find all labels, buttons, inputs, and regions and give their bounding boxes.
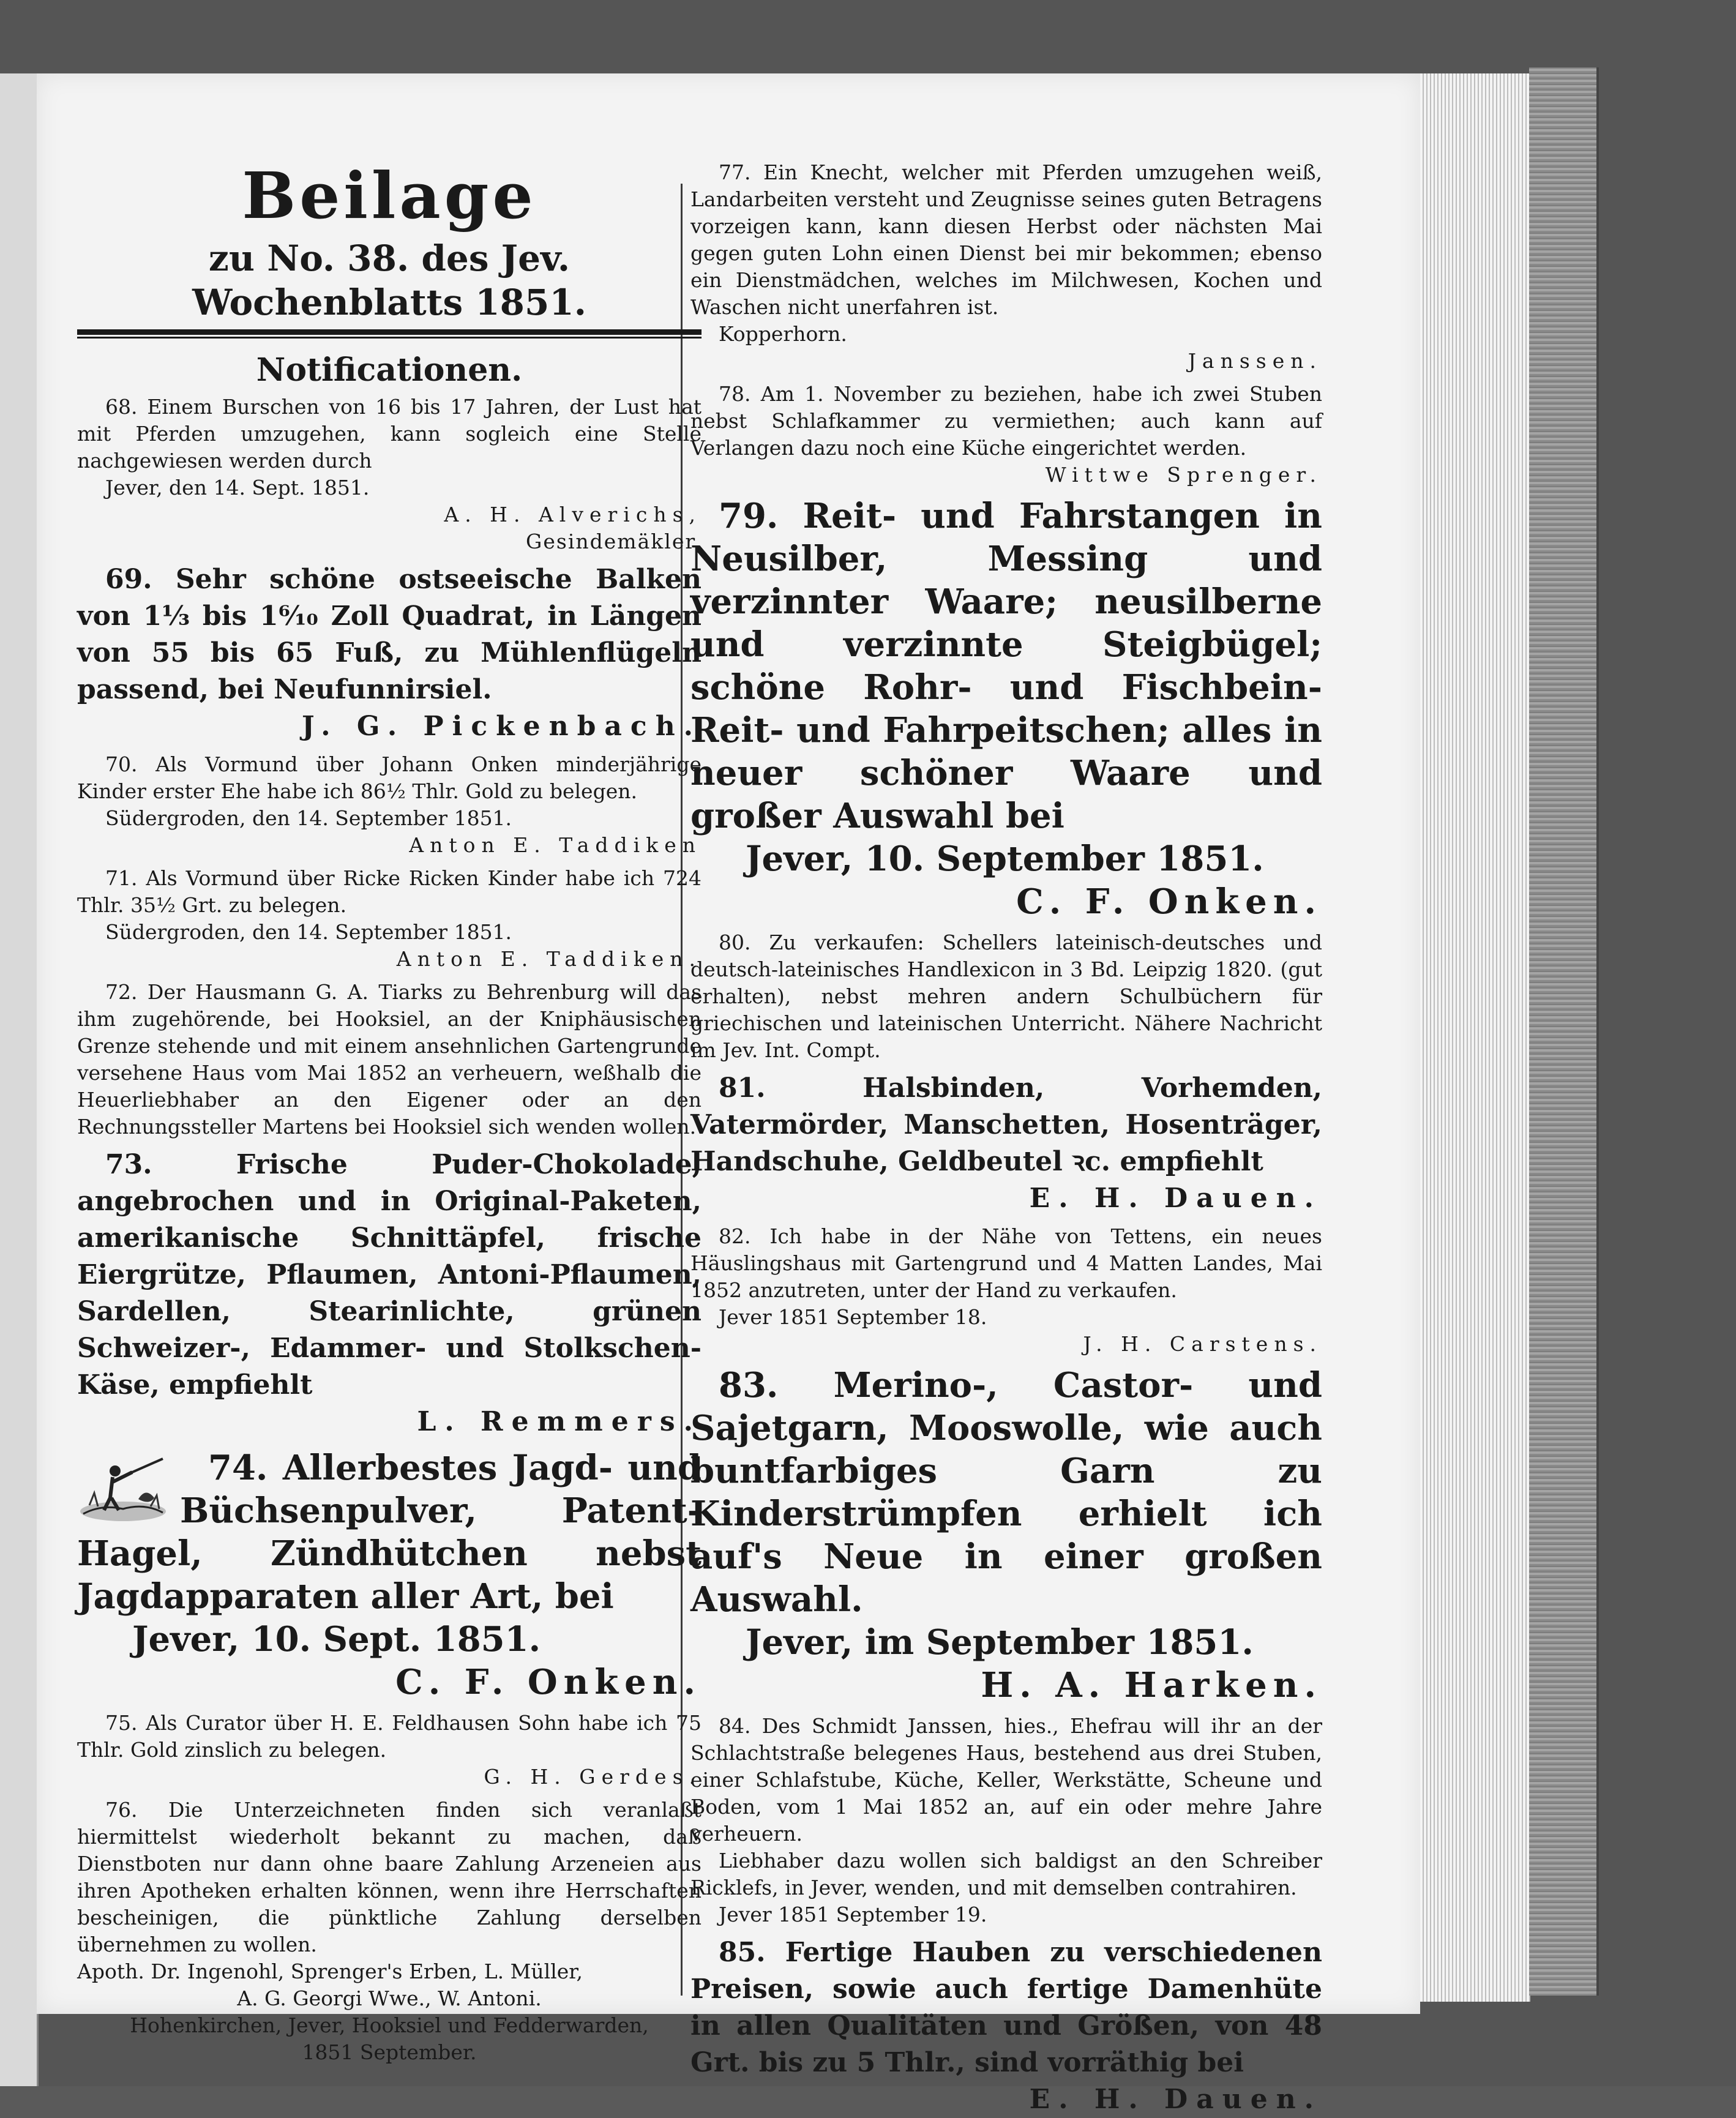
notice-text: 74. Allerbestes Jagd- und Büchsenpulver, Patent-Hagel, Zündhütchen nebst Jagdapparaten aller Art, bei xyxy=(77,1448,702,1617)
right-column xyxy=(690,159,1322,2118)
notice-place: Südergroden, den 14. September 1851. xyxy=(105,920,512,944)
notice-71 xyxy=(77,865,702,973)
notice-text: 85. Fertige Hauben zu verschiedenen Preisen, sowie auch fertige Damenhüte in allen Qualitäten und Größen, von 48 Grt. bis zu 5 Thlr., sind vorräthig bei xyxy=(690,1937,1322,2078)
notice-text: 78. Am 1. November zu beziehen, habe ich zwei Stuben nebst Schlafkammer zu vermiethen; auch kann auf Verlangen dazu noch eine Küche eingerichtet werden. xyxy=(690,382,1322,460)
notice-signature: H. A. Harken. xyxy=(981,1665,1322,1705)
notice-signature: E. H. Dauen. xyxy=(1029,1183,1322,1214)
notice-85 xyxy=(690,1934,1322,2118)
notice-place: Jever, den 14. Sept. 1851. xyxy=(105,476,370,500)
notice-text: 71. Als Vormund über Ricke Ricken Kinder habe ich 724 Thlr. 35½ Grt. zu belegen. xyxy=(77,866,702,917)
hunter-vignette-icon xyxy=(77,1450,169,1524)
notice-text: 75. Als Curator über H. E. Feldhausen Sohn habe ich 75 Thlr. Gold zinslich zu belegen. xyxy=(77,1711,702,1762)
notice-signature: C. F. Onken. xyxy=(395,1662,702,1702)
section-heading: Notificationen. xyxy=(256,351,523,389)
masthead-subtitle: zu No. 38. des Jev. Wochenblatts 1851. xyxy=(192,238,586,323)
notice-text: 84. Des Schmidt Janssen, hies., Ehefrau will ihr an der Schlachtstraße belegenes Haus, bestehend aus drei Stuben, einer Schlafstube, Küche, Keller, Werkstätte, Scheune und Boden, vom 1 Mai 1852 an, auf ein oder mehre Jahre verheuern. xyxy=(690,1714,1322,1846)
newspaper-page xyxy=(37,73,1420,2115)
notice-signature: Anton E. Taddiken. xyxy=(396,947,702,971)
notice-79 xyxy=(690,495,1322,923)
notice-signature: L. Remmers. xyxy=(417,1406,702,1437)
notice-signatories: Apoth. Dr. Ingenohl, Sprenger's Erben, L. Müller, xyxy=(77,1959,583,1983)
notice-84 xyxy=(690,1713,1322,1928)
notice-text: 72. Der Hausmann G. A. Tiarks zu Behrenburg will das ihm zugehörende, bei Hooksiel, an der Kniphäusischen Grenze stehende und mit einem ansehnlichen Gartengrunde versehene Haus vom Mai 1852 an verheuern, weßhalb die Heuerliebhaber an den Eigener oder an den Rechnungssteller Martens bei Hooksiel sich wenden wollen. xyxy=(77,980,702,1139)
notice-76 xyxy=(77,1797,702,2066)
notice-text: 83. Merino-, Castor- und Sajetgarn, Mooswolle, wie auch buntfarbiges Garn zu Kinderstrümpfen erhielt ich auf's Neue in einer großen Auswahl. xyxy=(690,1365,1322,1620)
notice-text-continued: Liebhaber dazu wollen sich baldigst an den Schreiber Ricklefs, in Jever, wenden, und mit demselben contrahiren. xyxy=(690,1849,1322,1899)
notice-place: Südergroden, den 14. September 1851. xyxy=(105,806,512,830)
masthead-title: Beilage xyxy=(242,158,537,233)
notice-signature: A. H. Alverichs, xyxy=(444,503,702,526)
notice-text: 82. Ich habe in der Nähe von Tettens, ein neues Häuslingshaus mit Gartengrund und 4 Matten Landes, Mai 1852 anzutreten, unter der Hand zu verkaufen. xyxy=(690,1224,1322,1302)
notice-69 xyxy=(77,561,702,745)
notice-place: Jever 1851 September 19. xyxy=(719,1903,987,1926)
notice-81 xyxy=(690,1070,1322,1217)
left-column xyxy=(77,159,702,2066)
notice-83 xyxy=(690,1364,1322,1707)
notice-place: Jever, 10. September 1851. xyxy=(746,839,1264,879)
notice-signature: Anton E. Taddiken xyxy=(409,833,702,857)
notice-signatories: A. G. Georgi Wwe., W. Antoni. xyxy=(237,1986,542,2010)
notice-72 xyxy=(77,979,702,1140)
notice-signature: E. H. Dauen. xyxy=(1029,2084,1322,2115)
notice-signature: J. H. Carstens. xyxy=(1083,1332,1322,1356)
notice-82 xyxy=(690,1223,1322,1358)
notice-signature: G. H. Gerdes. xyxy=(484,1765,702,1789)
notice-70 xyxy=(77,751,702,859)
notice-place: Jever, im September 1851. xyxy=(746,1622,1254,1663)
notice-text: 70. Als Vormund über Johann Onken minderjährige Kinder erster Ehe habe ich 86½ Thlr. Gold zu belegen. xyxy=(77,752,702,803)
notice-text: 81. Halsbinden, Vorhemden, Vatermörder, Manschetten, Hosenträger, Handschuhe, Geldbeutel ꝛc. empfiehlt xyxy=(690,1072,1322,1177)
notice-text: 80. Zu verkaufen: Schellers lateinisch-deutsches und deutsch-lateinisches Handlexicon in 3 Bd. Leipzig 1820. (gut erhalten), nebst mehren andern Schulbüchern für griechischen und lateinischen Unterricht. Nähere Nachricht im Jev. Int. Compt. xyxy=(690,930,1322,1062)
notice-signatories-places: Hohenkirchen, Jever, Hooksiel und Fedderwarden, xyxy=(130,2013,649,2037)
notice-text: 73. Frische Puder-Chokolade, angebrochen und in Original-Paketen, amerikanische Schnittäpfel, frische Eiergrütze, Pflaumen, Antoni-Pflaumen, Sardellen, Stearinlichte, grünen Schweizer-, Edammer- und Stolkschen-Käse, empfiehlt xyxy=(77,1149,702,1401)
notice-signature: C. F. Onken. xyxy=(1016,881,1322,922)
notice-74 xyxy=(77,1446,702,1704)
notice-text: 79. Reit- und Fahrstangen in Neusilber, Messing und verzinnter Waare; neusilberne und verzinnte Steigbügel; schöne Rohr- und Fischbein-Reit- und Fahrpeitschen; alles in neuer schöner Waare und großer Auswahl bei xyxy=(690,496,1322,836)
notice-text: 76. Die Unterzeichneten finden sich veranlaßt hiermittelst wiederholt bekannt zu machen, daß Dienstboten nur dann ohne baare Zahlung Arzeneien aus ihren Apotheken erhalten können, wenn ihre Herrschaften bescheinigen, die pünktliche Zahlung derselben übernehmen zu wollen. xyxy=(77,1798,702,1956)
notice-text: 69. Sehr schöne ostseeische Balken von 1⅓ bis 1⁶⁄₁₀ Zoll Quadrat, in Längen von 55 bis 65 Fuß, zu Mühlenflügeln passend, bei Neufunnirsiel. xyxy=(77,564,702,705)
page-edges-stack xyxy=(1419,73,1530,2002)
notice-place: Jever, 10. Sept. 1851. xyxy=(132,1619,541,1660)
notice-date: 1851 September. xyxy=(302,2040,477,2064)
notice-place: Jever 1851 September 18. xyxy=(719,1305,987,1329)
book-cover-edge xyxy=(1529,67,1599,1996)
notice-signature: Wittwe Sprenger. xyxy=(1045,463,1322,487)
notice-place: Kopperhorn. xyxy=(719,322,847,346)
masthead-rule-thick xyxy=(77,329,702,335)
notice-77 xyxy=(690,159,1322,375)
notice-text: 68. Einem Burschen von 16 bis 17 Jahren, der Lust hat mit Pferden umzugehen, kann sogleich eine Stelle nachgewiesen werden durch xyxy=(77,395,702,473)
notice-text: 77. Ein Knecht, welcher mit Pferden umzugehen weiß, Landarbeiten versteht und Zeugnisse seines guten Betragens vorzeigen kann, kann diesen Herbst oder nächsten Mai gegen guten Lohn einen Dienst bei mir bekommen; ebenso ein Dienstmädchen, welches im Milchwesen, Kochen und Waschen nicht unerfahren ist. xyxy=(690,160,1322,319)
notice-80 xyxy=(690,929,1322,1064)
notice-73 xyxy=(77,1147,702,1440)
notice-78 xyxy=(690,381,1322,488)
masthead-rule-thin xyxy=(77,337,702,339)
facing-page-edge xyxy=(0,73,39,2086)
notice-68 xyxy=(77,394,702,555)
notice-signature: Janssen. xyxy=(1188,349,1322,373)
notice-signature-title: Gesindemäkler. xyxy=(526,530,702,553)
notice-signature: J. G. Pickenbach. xyxy=(301,711,702,742)
notice-75 xyxy=(77,1710,702,1791)
